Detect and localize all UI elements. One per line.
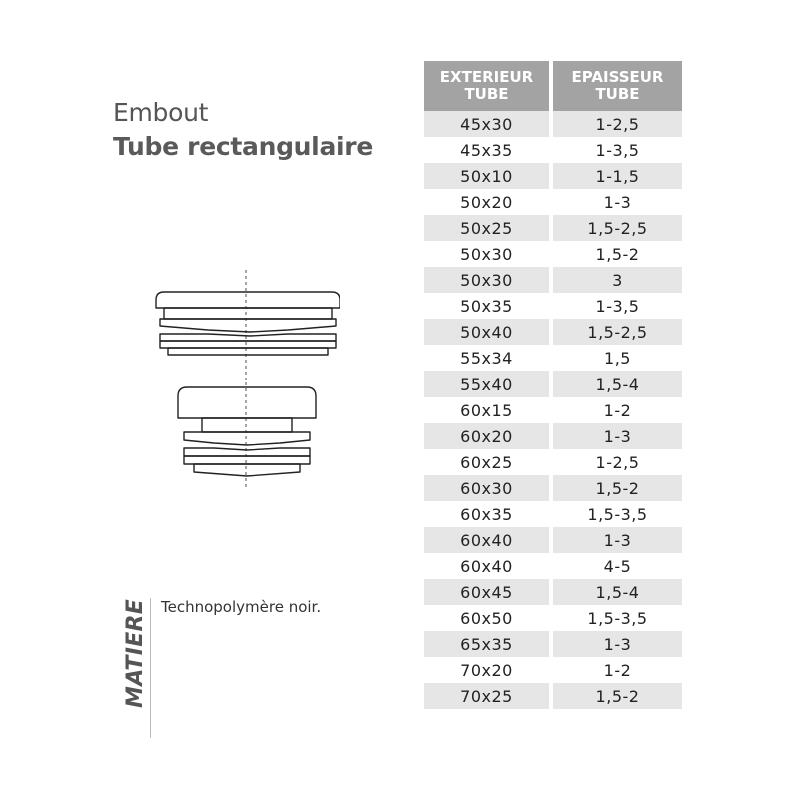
table-header-row — [424, 61, 682, 111]
cell-exterieur: 60x40 — [424, 553, 553, 579]
cell-epaisseur: 1-3 — [553, 189, 682, 215]
cell-epaisseur: 1,5-4 — [553, 371, 682, 397]
cell-exterieur: 50x30 — [424, 267, 553, 293]
cell-exterieur: 60x15 — [424, 397, 553, 423]
cell-epaisseur: 1-2,5 — [553, 111, 682, 137]
cell-epaisseur: 1-3,5 — [553, 293, 682, 319]
cell-exterieur: 55x40 — [424, 371, 553, 397]
matiere-divider — [150, 598, 151, 738]
table-row — [424, 371, 682, 397]
table-row — [424, 579, 682, 605]
table-row — [424, 163, 682, 189]
matiere-description: Technopolymère noir. — [161, 598, 322, 616]
product-title-line2: Tube rectangulaire — [113, 132, 373, 161]
cell-epaisseur: 1-3 — [553, 423, 682, 449]
table-row — [424, 605, 682, 631]
table-row — [424, 137, 682, 163]
cell-epaisseur: 1,5-2 — [553, 241, 682, 267]
dimensions-table — [424, 61, 682, 709]
table-row — [424, 397, 682, 423]
cell-epaisseur: 1,5-4 — [553, 579, 682, 605]
product-title-line1: Embout — [113, 98, 209, 127]
table-row — [424, 449, 682, 475]
cell-epaisseur: 1,5-2 — [553, 683, 682, 709]
table-row — [424, 267, 682, 293]
cell-exterieur: 70x25 — [424, 683, 553, 709]
cell-epaisseur: 3 — [553, 267, 682, 293]
cell-epaisseur: 1,5 — [553, 345, 682, 371]
cell-exterieur: 60x50 — [424, 605, 553, 631]
cell-epaisseur: 1-2 — [553, 397, 682, 423]
cell-epaisseur: 4-5 — [553, 553, 682, 579]
cell-exterieur: 55x34 — [424, 345, 553, 371]
product-title — [113, 96, 373, 164]
cell-exterieur: 50x35 — [424, 293, 553, 319]
cell-exterieur: 60x20 — [424, 423, 553, 449]
cell-exterieur: 65x35 — [424, 631, 553, 657]
matiere-label: MATIERE — [123, 598, 148, 708]
cell-epaisseur: 1-2,5 — [553, 449, 682, 475]
cell-epaisseur: 1,5-2,5 — [553, 319, 682, 345]
cell-exterieur: 60x40 — [424, 527, 553, 553]
table-row — [424, 319, 682, 345]
cell-epaisseur: 1-3 — [553, 631, 682, 657]
table-row — [424, 423, 682, 449]
cell-exterieur: 70x20 — [424, 657, 553, 683]
cell-exterieur: 60x30 — [424, 475, 553, 501]
table-row — [424, 215, 682, 241]
cell-epaisseur: 1,5-2,5 — [553, 215, 682, 241]
table-row — [424, 683, 682, 709]
table-row — [424, 345, 682, 371]
cell-exterieur: 45x30 — [424, 111, 553, 137]
cell-exterieur: 60x45 — [424, 579, 553, 605]
cell-epaisseur: 1-3,5 — [553, 137, 682, 163]
cell-exterieur: 60x25 — [424, 449, 553, 475]
header-exterieur: EXTERIEUR TUBE — [424, 61, 553, 111]
cell-epaisseur: 1-3 — [553, 527, 682, 553]
table-row — [424, 553, 682, 579]
table-row — [424, 527, 682, 553]
cell-epaisseur: 1,5-3,5 — [553, 605, 682, 631]
table-row — [424, 293, 682, 319]
cell-exterieur: 45x35 — [424, 137, 553, 163]
cell-epaisseur: 1-1,5 — [553, 163, 682, 189]
table-row — [424, 111, 682, 137]
table-row — [424, 657, 682, 683]
table-row — [424, 475, 682, 501]
cell-epaisseur: 1,5-2 — [553, 475, 682, 501]
cell-epaisseur: 1-2 — [553, 657, 682, 683]
table-row — [424, 631, 682, 657]
table-row — [424, 241, 682, 267]
cell-exterieur: 50x40 — [424, 319, 553, 345]
header-epaisseur: EPAISSEUR TUBE — [553, 61, 682, 111]
end-cap-drawing-icon — [150, 268, 340, 498]
cell-exterieur: 50x30 — [424, 241, 553, 267]
cell-epaisseur: 1,5-3,5 — [553, 501, 682, 527]
cell-exterieur: 50x10 — [424, 163, 553, 189]
table-row — [424, 501, 682, 527]
cell-exterieur: 50x20 — [424, 189, 553, 215]
cell-exterieur: 50x25 — [424, 215, 553, 241]
table-row — [424, 189, 682, 215]
cell-exterieur: 60x35 — [424, 501, 553, 527]
